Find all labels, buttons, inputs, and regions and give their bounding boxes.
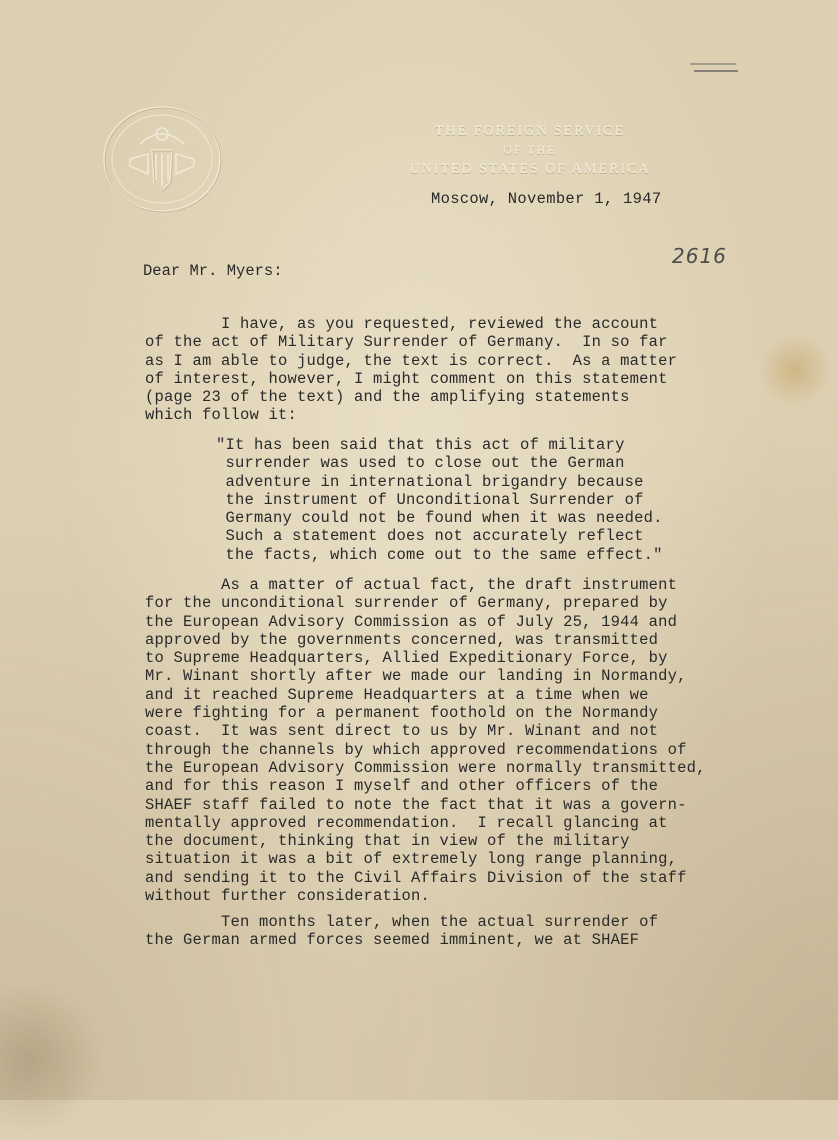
water-stain — [0, 980, 100, 1140]
quoted-statement: "It has been said that this act of military surrender was used to close out the German adventure in international brigandry because the instrument of Unconditional Surrender of Germany could not be found when it was needed. Such a statement does not accurately reflect the facts, which come out to the same effect." — [216, 436, 663, 564]
letterhead-line3: UNITED STATES OF AMERICA — [409, 162, 651, 177]
dateline: Moscow, November 1, 1947 — [431, 190, 662, 208]
great-seal-embossed-icon — [100, 104, 224, 214]
letterhead — [330, 122, 730, 179]
salutation: Dear Mr. Myers: — [143, 262, 283, 280]
paragraph-2: As a matter of actual fact, the draft instrument for the unconditional surrender of Germany, prepared by the European Advisory Commission as of July 25, 1944 and approved by the governments concerned, was transmitted to Supreme Headquarters, Allied Expeditionary Force, by Mr. Winant shortly after we made our landing in Normandy, and it reached Supreme Headquarters at a time when we were fighting for a permanent foothold on the Normandy coast. It was sent direct to us by Mr. Winant and not through the channels by which approved recommendations of the European Advisory Commission were normally transmitted, and for this reason I myself and other officers of the SHAEF staff failed to note the fact that it was a govern- mentally approved recommendation. I recall glancing at the document, thinking that in view of the military situation it was a bit of extremely long range planning, and sending it to the Civil Affairs Division of the staff without further consideration. — [145, 576, 706, 906]
paragraph-3: Ten months later, when the actual surrender of the German armed forces seemed imminent, we at SHAEF — [145, 913, 659, 950]
letterhead-line1: THE FOREIGN SERVICE — [434, 124, 626, 139]
document-number: 2616 — [672, 244, 727, 268]
pencil-mark — [690, 60, 738, 74]
paragraph-1: I have, as you requested, reviewed the account of the act of Military Surrender of Germany. In so far as I am able to judge, the text is correct. As a matter of interest, however, I might comment on this statement (page 23 of the text) and the amplifying statements which follow it: — [145, 315, 678, 425]
letterhead-line2: OF THE — [503, 143, 557, 157]
water-stain — [760, 330, 830, 410]
